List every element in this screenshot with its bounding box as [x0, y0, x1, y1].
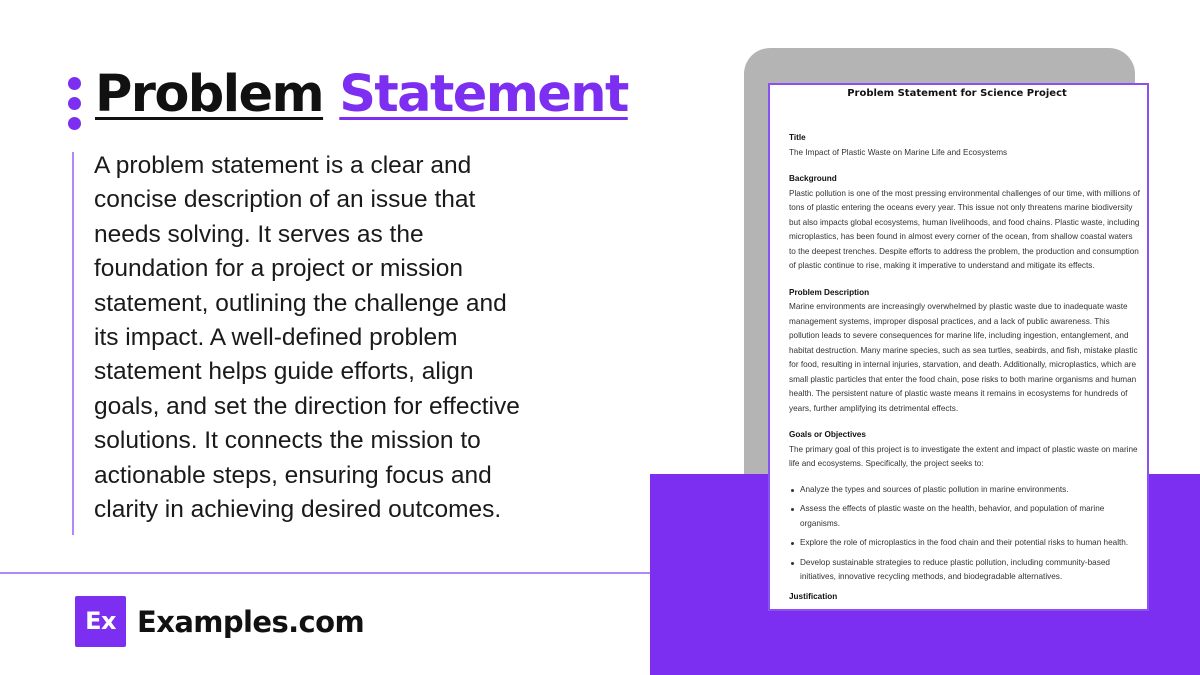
doc-bullet-text: Explore the role of microplastics in the food chain and their potential risks to human health.: [800, 538, 1129, 547]
doc-goals-line: The primary goal of this project is to investigate the extent and impact of plastic waste on marine: [789, 444, 1138, 454]
description-line: statement, outlining the challenge and: [94, 289, 507, 317]
dot: [68, 97, 81, 110]
description-line: needs solving. It serves as the: [94, 220, 424, 248]
doc-bullet-text: Assess the effects of plastic waste on the health, behavior, and population of marine: [800, 504, 1105, 513]
dot: [68, 117, 81, 130]
document-preview: [768, 83, 1149, 611]
description-line: concise description of an issue that: [94, 186, 476, 214]
doc-bullet-text: Develop sustainable strategies to reduce plastic pollution, including community-based: [800, 557, 1110, 567]
doc-problem-line: pollution leads to severe consequences for marine life, including ingestion, entanglement, and: [789, 331, 1129, 340]
description-line: foundation for a project or mission: [94, 255, 464, 283]
doc-problem-line: habitat destruction. Many marine species, such as sea turtles, seabirds, and fish, mistake plastic: [789, 345, 1138, 355]
description-line: statement helps guide efforts, align: [94, 358, 474, 386]
doc-goals-line: life and ecosystems. Specifically, the project seeks to:: [789, 459, 984, 468]
doc-goals-text: [789, 443, 1149, 472]
page-title: [95, 60, 628, 130]
description-line: A problem statement is a clear and: [94, 152, 472, 179]
brand-name[interactable]: Examples.com: [137, 605, 365, 639]
document-heading: Problem Statement for Science Project: [847, 88, 1067, 99]
description-line: its impact. A well-defined problem: [94, 324, 458, 352]
doc-background-line: of plastic continue to rise, making it imperative to understand and mitigate its effects.: [789, 261, 1095, 270]
doc-problem-line: for food, resulting in internal injuries, starvation, and death. Additionally, microplastics, which are: [789, 360, 1137, 369]
divider-line: [0, 572, 650, 574]
doc-problem-label: Problem Description: [789, 287, 870, 297]
doc-goals-list: [791, 483, 1149, 585]
description-line: clarity in achieving desired outcomes.: [94, 496, 502, 524]
description-paragraph: [94, 149, 609, 527]
doc-problem-line: health. The persistent nature of plastic waste means it remains in ecosystems for hundreds of: [789, 389, 1128, 398]
doc-justification-label: Justification: [789, 591, 838, 601]
dot: [68, 77, 81, 90]
description-line: actionable steps, ensuring focus and: [94, 461, 492, 489]
doc-background-line: Plastic pollution is one of the most pressing environmental challenges of our time, with millions of: [789, 188, 1140, 198]
doc-title-label: Title: [789, 133, 806, 142]
title-dots-decoration: [68, 77, 82, 131]
doc-background-line: but also impacts global ecosystems, human livelihoods, and food chains. Plastic waste, including: [789, 217, 1140, 227]
doc-problem-line: small plastic particles that enter the food chain, pose risks to both marine organisms and human: [789, 374, 1137, 384]
title-word-statement: Statement: [339, 65, 628, 124]
doc-bullet-item: [791, 536, 1149, 551]
doc-bullet-item: [791, 502, 1149, 531]
description-line: goals, and set the direction for effective: [94, 392, 520, 420]
quote-bar: [72, 152, 74, 535]
brand-logo[interactable]: Ex: [75, 596, 126, 647]
doc-bullet-item: [791, 556, 1149, 585]
doc-background-line: to the deepest trenches. Despite efforts to address the problem, the production and consumption: [789, 246, 1139, 256]
doc-background-text: [789, 187, 1149, 274]
doc-bullet-item: [791, 483, 1149, 498]
doc-bullet-text: initiatives, innovative recycling methods, and biodegradable alternatives.: [800, 572, 1063, 581]
doc-title-value: The Impact of Plastic Waste on Marine Life and Ecosystems: [789, 147, 1008, 157]
doc-problem-line: years, further amplifying its detrimental effects.: [789, 403, 959, 413]
doc-background-line: microplastics, has been found in almost every corner of the ocean, from shallow coastal waters: [789, 232, 1133, 241]
doc-problem-line: Marine environments are increasingly overwhelmed by plastic waste due to inadequate waste: [789, 302, 1128, 311]
doc-problem-text: [789, 300, 1149, 416]
doc-background-line: tons of plastic entering the oceans every year. This issue not only threatens marine biodiversity: [789, 203, 1133, 212]
doc-problem-line: management systems, improper disposal practices, and a lack of public awareness. This: [789, 316, 1110, 326]
title-word-problem: Problem: [95, 65, 324, 124]
description-line: solutions. It connects the mission to: [94, 427, 481, 455]
doc-bullet-text: Analyze the types and sources of plastic pollution in marine environments.: [800, 484, 1069, 494]
doc-goals-label: Goals or Objectives: [789, 430, 866, 439]
doc-background-label: Background: [789, 174, 837, 183]
doc-bullet-text: organisms.: [800, 518, 841, 528]
